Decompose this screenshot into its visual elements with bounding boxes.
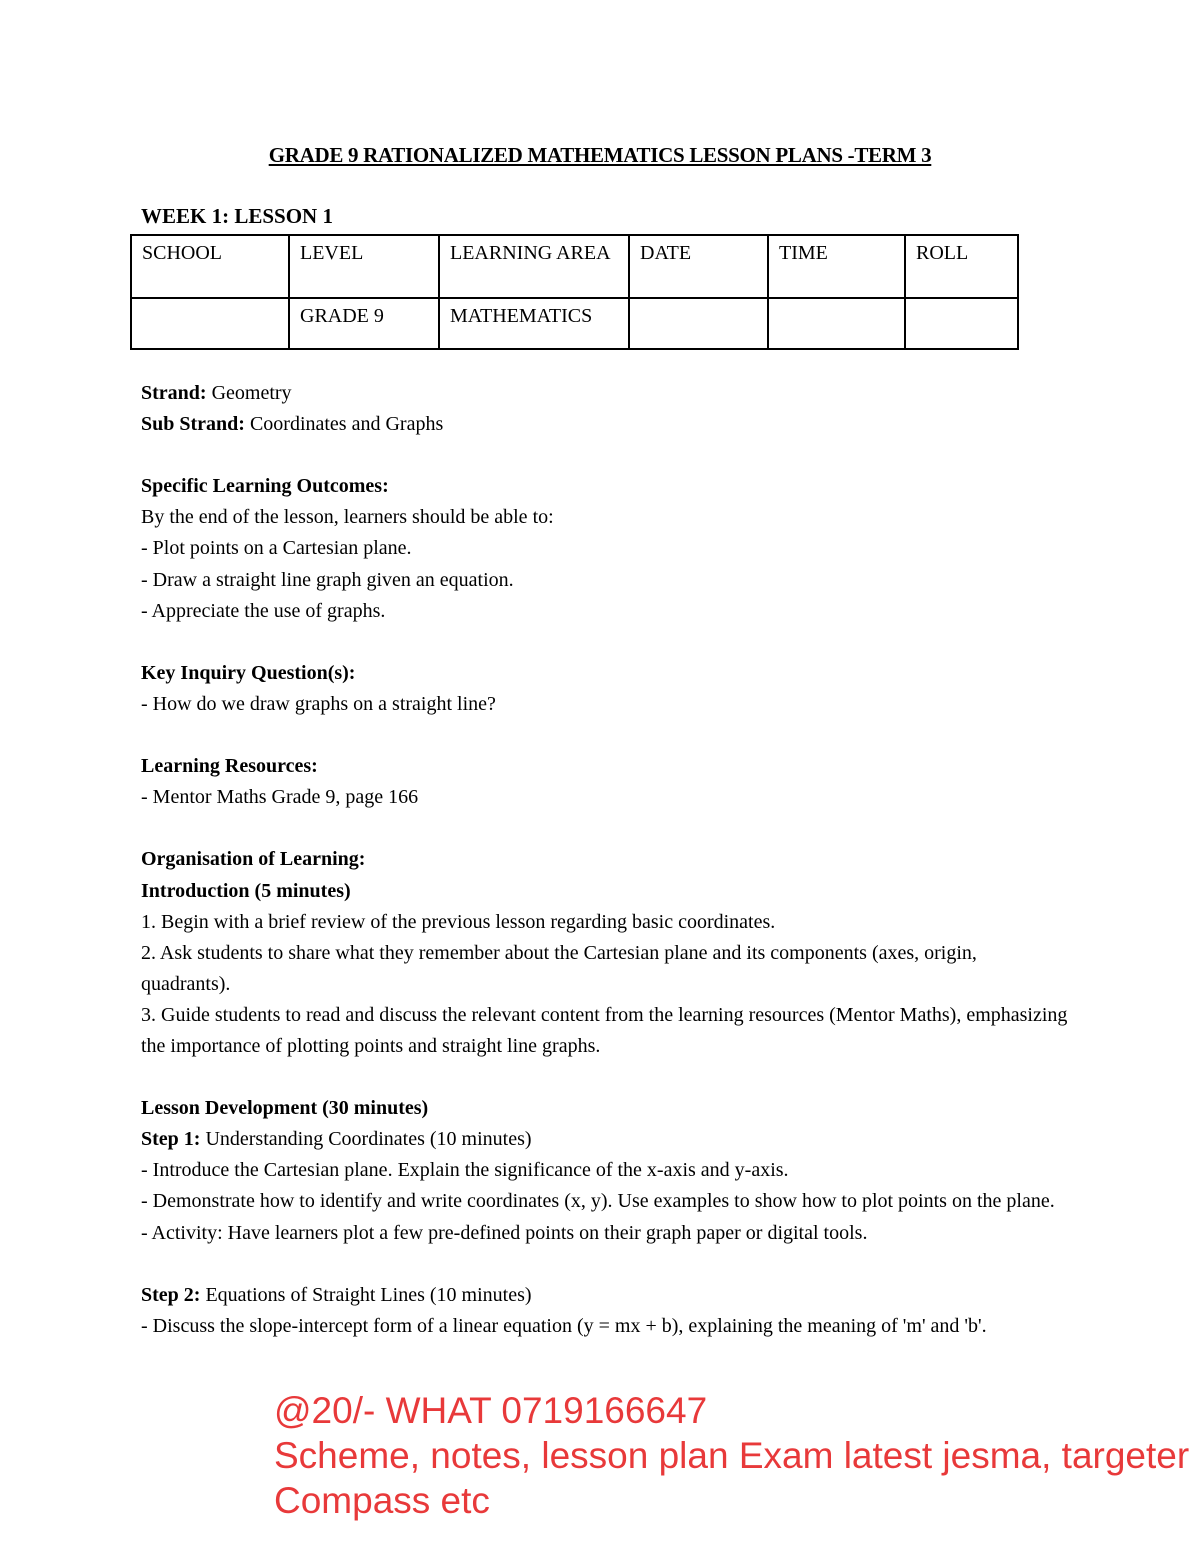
list-item: - Discuss the slope-intercept form of a linear equation (y = mx + b), explaining the meaning of 'm' and 'b'. — [141, 1314, 987, 1337]
list-item: 2. Ask students to share what they remember about the Cartesian plane and its components (axes, origin, quadrants). — [141, 941, 977, 995]
list-item: 1. Begin with a brief review of the previous lesson regarding basic coordinates. — [141, 910, 776, 933]
watermark-line-2: Scheme, notes, lesson plan Exam latest jesma, targeter — [274, 1435, 1190, 1476]
table-cell-roll — [905, 298, 1018, 349]
list-item: - Activity: Have learners plot a few pre-defined points on their graph paper or digital tools. — [141, 1221, 868, 1244]
table-header-date: DATE — [629, 235, 768, 298]
step1-line — [141, 1124, 1071, 1155]
resources-heading: Learning Resources: — [141, 755, 318, 778]
table-header-learning-area: LEARNING AREA — [439, 235, 629, 298]
table-row — [131, 298, 1018, 349]
page-title: GRADE 9 RATIONALIZED MATHEMATICS LESSON PLANS -TERM 3 — [268, 143, 932, 167]
organisation-heading: Organisation of Learning: — [141, 848, 366, 871]
list-item: - How do we draw graphs on a straight line? — [141, 692, 496, 715]
strand-line — [141, 378, 1071, 409]
lesson-info-table — [130, 234, 1019, 350]
sub-strand-line — [141, 409, 1071, 440]
inquiry-heading: Key Inquiry Question(s): — [141, 661, 356, 684]
strand-label: Strand: — [141, 382, 207, 404]
table-cell-time — [768, 298, 905, 349]
step1-label: Step 1: — [141, 1128, 201, 1151]
outcomes-intro: By the end of the lesson, learners should be able to: — [141, 506, 554, 529]
list-item: - Mentor Maths Grade 9, page 166 — [141, 786, 419, 809]
strand-value: Geometry — [206, 382, 292, 404]
table-cell-date — [629, 298, 768, 349]
watermark — [274, 1388, 1200, 1523]
step2-line — [141, 1280, 1071, 1311]
list-item: - Plot points on a Cartesian plane. — [141, 537, 412, 560]
table-header-roll: ROLL — [905, 235, 1018, 298]
table-header-school: SCHOOL — [131, 235, 289, 298]
table-header-time: TIME — [768, 235, 905, 298]
sub-strand-value: Coordinates and Graphs — [244, 413, 444, 436]
step1-title: Understanding Coordinates (10 minutes) — [200, 1128, 532, 1151]
development-heading: Lesson Development (30 minutes) — [141, 1097, 429, 1120]
step2-title: Equations of Straight Lines (10 minutes) — [200, 1283, 532, 1306]
table-header-row — [131, 235, 1018, 298]
table-cell-learning-area: MATHEMATICS — [439, 298, 629, 349]
list-item: - Introduce the Cartesian plane. Explain the significance of the x-axis and y-axis. — [141, 1159, 789, 1182]
sub-strand-label: Sub Strand: — [141, 413, 245, 436]
list-item: 3. Guide students to read and discuss the relevant content from the learning resources (Mentor Maths), emphasizing the importance of plotting points and straight line graphs. — [141, 1003, 1068, 1057]
list-item: - Demonstrate how to identify and write coordinates (x, y). Use examples to show how to plot points on the plane. — [141, 1190, 1055, 1213]
table-cell-school — [131, 298, 289, 349]
step2-label: Step 2: — [141, 1283, 201, 1306]
introduction-heading: Introduction (5 minutes) — [141, 879, 351, 902]
list-item: - Appreciate the use of graphs. — [141, 599, 386, 622]
list-item: - Draw a straight line graph given an equation. — [141, 568, 514, 591]
lesson-content — [141, 378, 1071, 1342]
week-heading: WEEK 1: LESSON 1 — [141, 204, 333, 228]
table-header-level: LEVEL — [289, 235, 439, 298]
watermark-line-1: @20/- WHAT 0719166647 — [274, 1390, 708, 1431]
watermark-line-3: Compass etc — [274, 1480, 490, 1521]
outcomes-heading: Specific Learning Outcomes: — [141, 475, 389, 498]
table-cell-level: GRADE 9 — [289, 298, 439, 349]
